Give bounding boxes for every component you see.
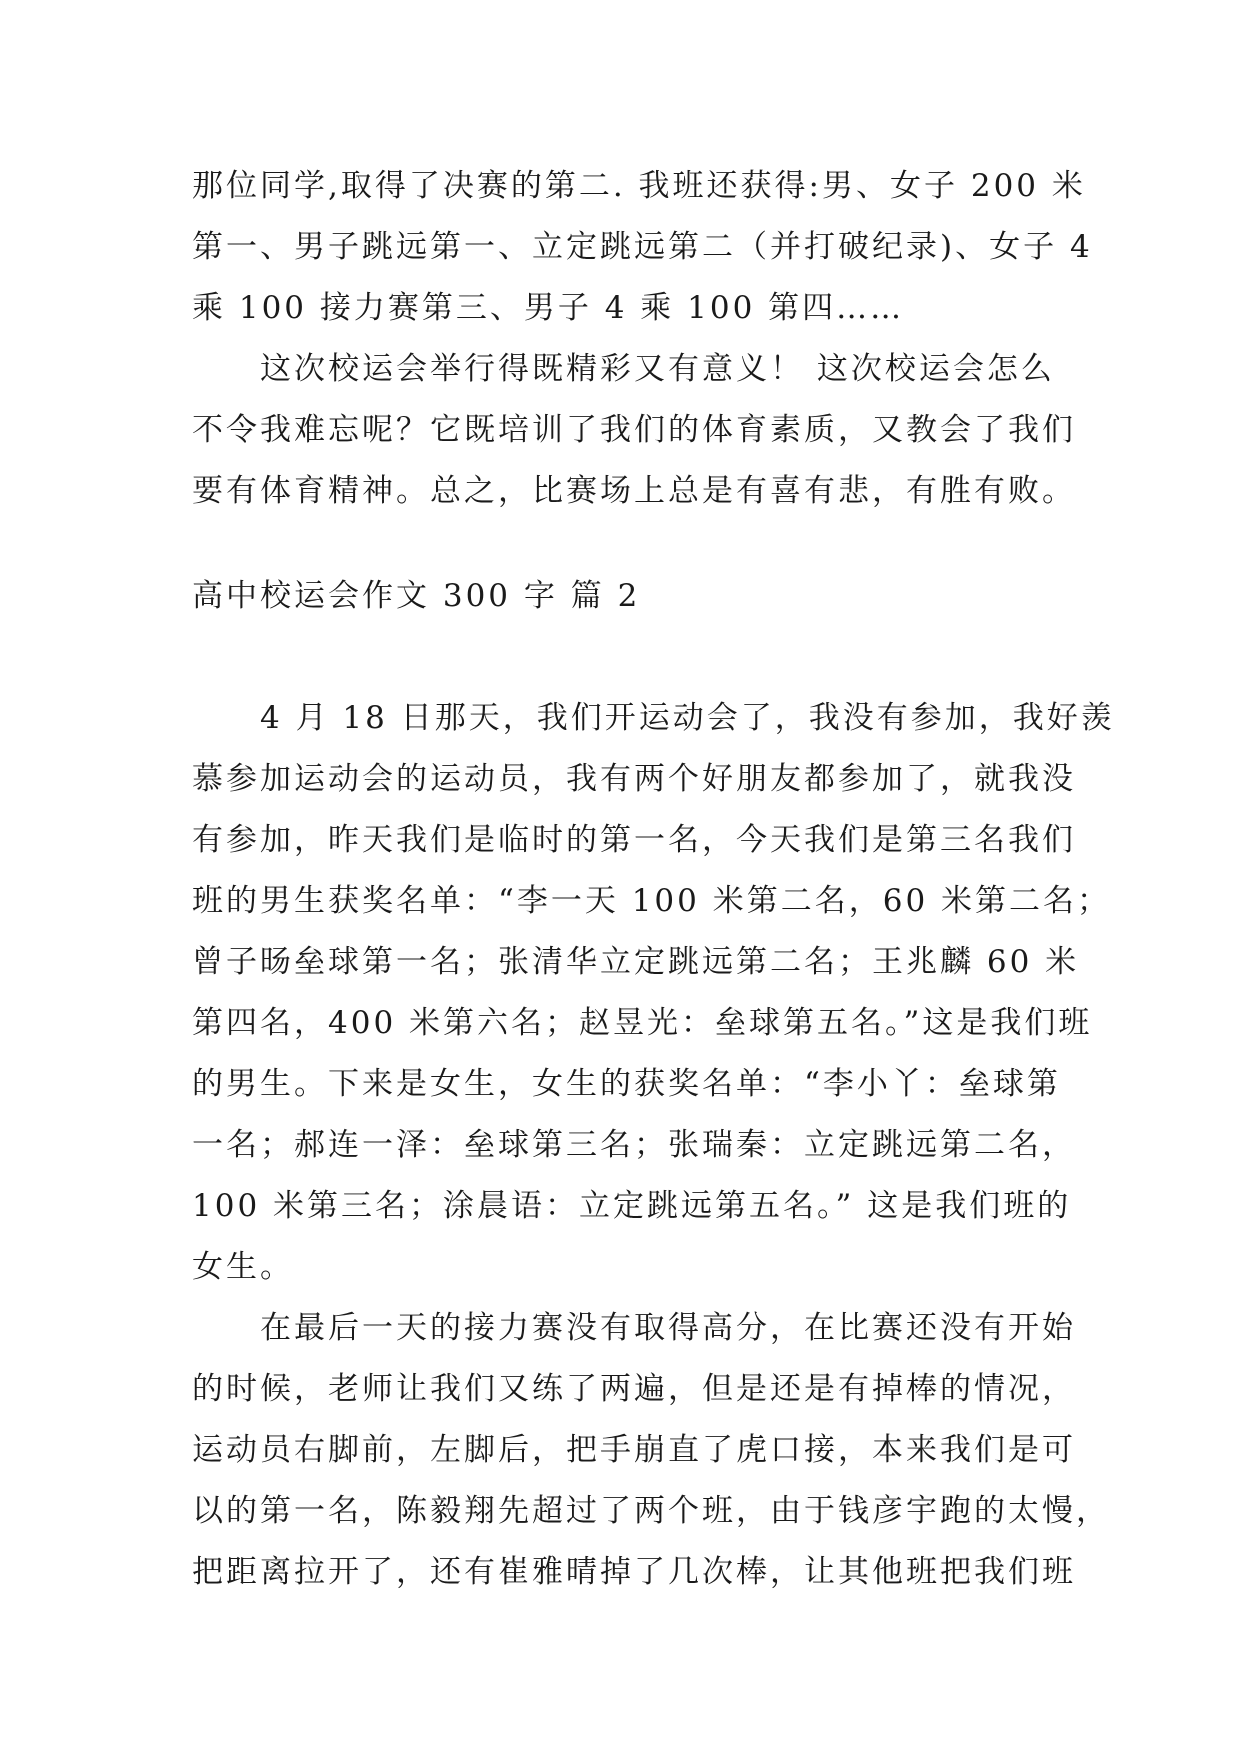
text-line: 的男生。下来是女生，女生的获奖名单：“李小丫：垒球第: [192, 1066, 1061, 1102]
text-line: 4 月 18 日那天，我们开运动会了，我没有参加，我好羡: [192, 700, 1115, 736]
text-line: 第四名，400 米第六名；赵昱光：垒球第五名。”这是我们班: [192, 1005, 1093, 1041]
essay1-text: [192, 156, 1093, 522]
text-line: 以的第一名，陈毅翔先超过了两个班，由于钱彦宇跑的太慢，: [192, 1493, 1110, 1529]
text-line: 有参加，昨天我们是临时的第一名，今天我们是第三名我们: [192, 822, 1076, 858]
essay-heading: 高中校运会作文 300 字 篇 2: [192, 578, 641, 614]
text-line: 不令我难忘呢？它既培训了我们的体育素质，又教会了我们: [192, 412, 1076, 448]
text-line: 女生。: [192, 1249, 294, 1285]
text-line: 运动员右脚前，左脚后，把手崩直了虎口接，本来我们是可: [192, 1432, 1076, 1468]
text-line: 一名；郝连一泽：垒球第三名；张瑞秦：立定跳远第二名，: [192, 1127, 1076, 1163]
text-line: 要有体育精神。总之，比赛场上总是有喜有悲，有胜有败。: [192, 473, 1076, 509]
text-line: 这次校运会举行得既精彩又有意义！ 这次校运会怎么: [192, 351, 1055, 387]
text-line: 把距离拉开了，还有崔雅晴掉了几次棒，让其他班把我们班: [192, 1554, 1076, 1590]
text-line: 在最后一天的接力赛没有取得高分，在比赛还没有开始: [192, 1310, 1076, 1346]
text-line: 第一、男子跳远第一、立定跳远第二（并打破纪录)、女子 4: [192, 229, 1093, 265]
text-line: 曾子旸垒球第一名；张清华立定跳远第二名；王兆麟 60 米: [192, 944, 1080, 980]
text-line: 班的男生获奖名单：“李一天 100 米第二名，60 米第二名；: [192, 883, 1112, 919]
essay2-text: [192, 688, 1115, 1603]
text-line: 那位同学,取得了决赛的第二. 我班还获得:男、女子 200 米: [192, 168, 1086, 204]
text-line: 的时候，老师让我们又练了两遍，但是还是有掉棒的情况，: [192, 1371, 1076, 1407]
text-line: 100 米第三名；涂晨语：立定跳远第五名。” 这是我们班的: [192, 1188, 1072, 1224]
text-line: 乘 100 接力赛第三、男子 4 乘 100 第四……: [192, 290, 905, 326]
text-line: 慕参加运动会的运动员，我有两个好朋友都参加了，就我没: [192, 761, 1076, 797]
